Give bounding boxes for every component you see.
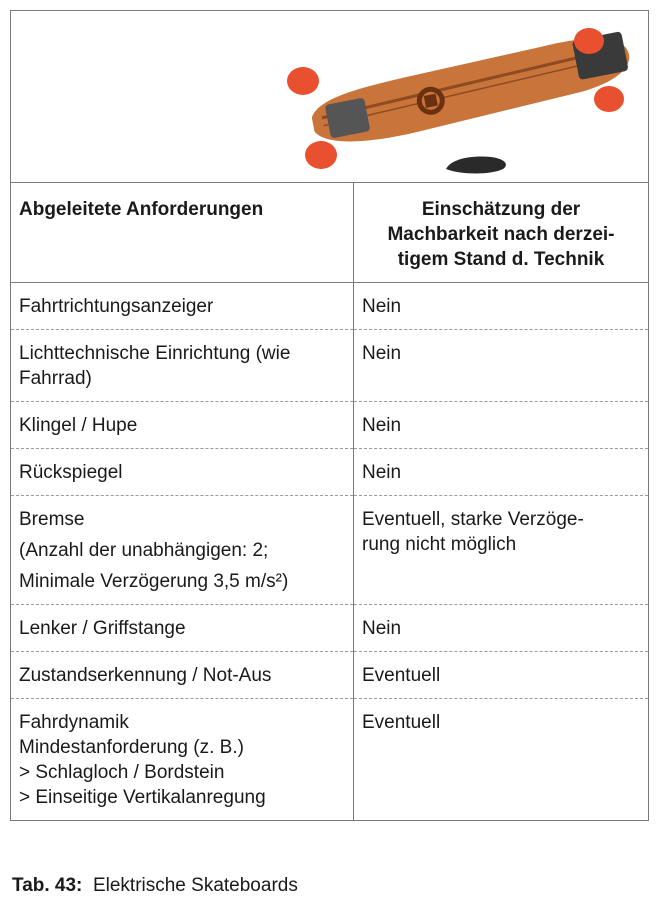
feasibility-text: Eventuell: [362, 712, 441, 733]
requirement-cell: [11, 699, 354, 821]
feasibility-text: Nein: [362, 415, 402, 436]
caption-text: Elektrische Skateboards: [92, 875, 298, 896]
feasibility-text: Nein: [362, 343, 402, 364]
feasibility-text: rung nicht möglich: [362, 534, 517, 555]
feasibility-text: Nein: [362, 618, 402, 639]
requirement-cell: [11, 330, 354, 402]
table-row: [11, 449, 649, 496]
table-row: [11, 496, 649, 605]
requirement-cell: [11, 402, 354, 449]
feasibility-cell: [354, 496, 649, 605]
feasibility-cell: [354, 449, 649, 496]
requirement-text: Minimale Verzögerung 3,5 m/s²): [19, 571, 289, 592]
requirements-table: [10, 10, 649, 821]
requirement-text: Mindestanforderung (z. B.): [19, 737, 244, 758]
requirement-text: Zustandserkennung / Not-Aus: [19, 665, 272, 686]
table-row: [11, 652, 649, 699]
remote-control-icon: [446, 157, 506, 174]
feasibility-cell: [354, 283, 649, 330]
product-image-cell: [11, 11, 649, 183]
requirement-text: Lenker / Griffstange: [19, 618, 186, 639]
requirement-text: Fahrrad): [19, 368, 92, 389]
electric-skateboard-image: [281, 19, 651, 179]
requirement-text: Klingel / Hupe: [19, 415, 138, 436]
requirement-cell: [11, 283, 354, 330]
requirement-text: Rückspiegel: [19, 462, 123, 483]
requirement-text: > Schlagloch / Bordstein: [19, 762, 225, 783]
feasibility-text: Eventuell: [362, 665, 441, 686]
requirement-cell: [11, 605, 354, 652]
feasibility-cell: [354, 330, 649, 402]
requirement-cell: [11, 449, 354, 496]
table-row: [11, 283, 649, 330]
header-feasibility: Einschätzung der Machbarkeit nach derzei- tigem Stand d. Technik: [354, 183, 649, 283]
table-row: [11, 605, 649, 652]
caption-label: Tab. 43:: [12, 875, 83, 896]
requirement-text: Lichttechnische Einrichtung (wie: [19, 343, 291, 364]
header-requirements: Abgeleitete Anforderungen: [11, 183, 354, 283]
table-row: [11, 330, 649, 402]
feasibility-text: Nein: [362, 296, 402, 317]
requirement-text: Fahrdynamik: [19, 712, 129, 733]
requirements-table-wrap: [10, 10, 648, 821]
table-row: [11, 402, 649, 449]
requirement-text: Fahrtrichtungsanzeiger: [19, 296, 214, 317]
table-row: [11, 699, 649, 821]
table-caption: [12, 875, 298, 897]
requirement-cell: [11, 496, 354, 605]
feasibility-text: Nein: [362, 462, 402, 483]
requirement-text: Bremse: [19, 509, 85, 530]
requirement-text: (Anzahl der unabhängigen: 2;: [19, 540, 269, 561]
feasibility-cell: [354, 652, 649, 699]
feasibility-cell: [354, 605, 649, 652]
feasibility-text: Eventuell, starke Verzöge-: [362, 509, 584, 530]
feasibility-cell: [354, 699, 649, 821]
feasibility-cell: [354, 402, 649, 449]
requirement-cell: [11, 652, 354, 699]
requirement-text: > Einseitige Vertikalanregung: [19, 787, 266, 808]
